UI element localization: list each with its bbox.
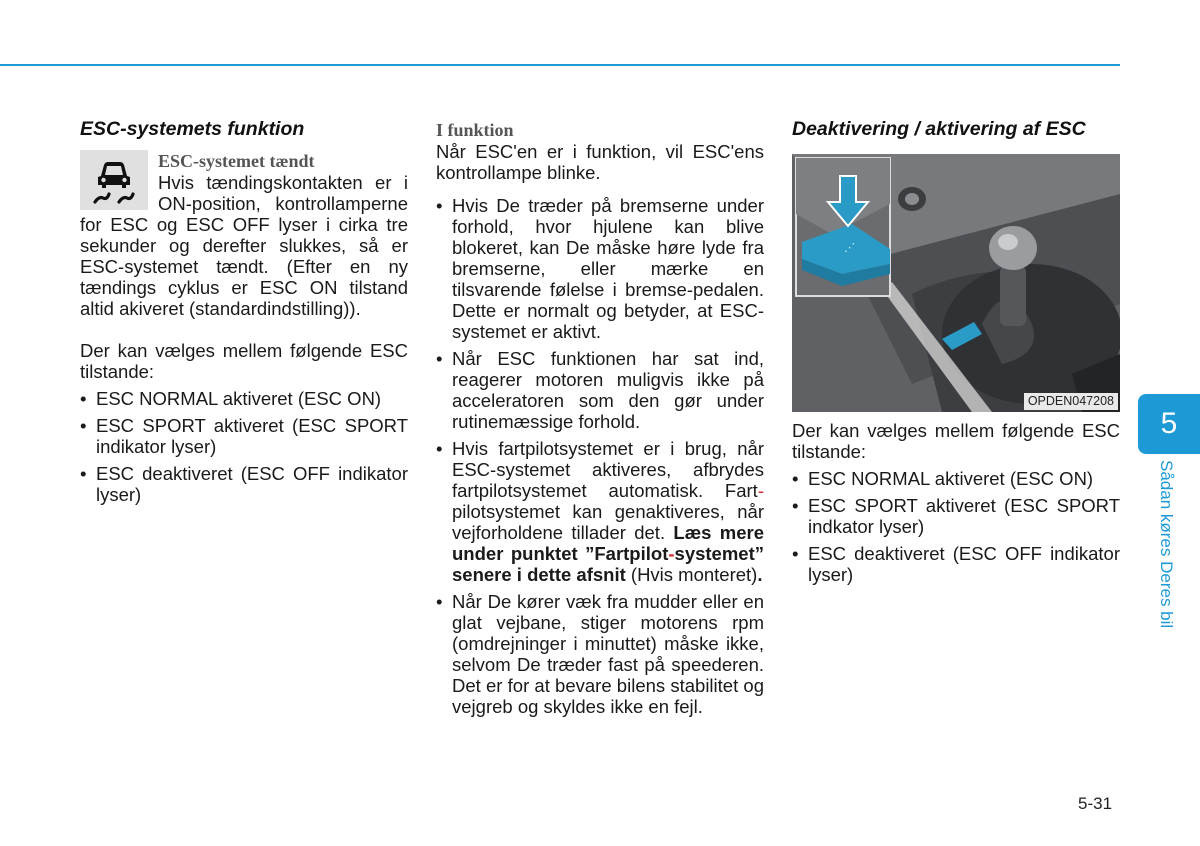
paragraph-modes-intro: Der kan vælges mellem følgende ESC tilstande: bbox=[80, 340, 408, 382]
list-item: • Når ESC funktionen har sat ind, reagerer motoren muligvis ikke på acceleratoren som den gør under rutinemæssige forhold. bbox=[436, 348, 764, 432]
paragraph-in-operation: Når ESC'en er i funktion, vil ESC'ens kontrollampe blinke. bbox=[436, 141, 764, 183]
list-item: • ESC SPORT aktiveret (ESC SPORT indikator lyser) bbox=[80, 415, 408, 457]
section-heading-deactivation: Deaktivering / aktivering af ESC bbox=[792, 118, 1086, 140]
column-esc-function bbox=[80, 116, 408, 511]
paragraph-modes-intro: Der kan vælges mellem følgende ESC tilstande: bbox=[792, 420, 1120, 462]
list-item: • ESC NORMAL aktiveret (ESC ON) bbox=[80, 388, 408, 409]
subheading-esc-on: ESC-systemet tændt bbox=[158, 151, 315, 171]
list-item: • Når De kører væk fra mudder eller en glat vejbane, stiger motorens rpm (omdrejninger i minuttet) måske ikke, selvom De træder fast på speederen. Det er for at bevare bilens stabilitet og vejgreb og skyldes ikke en fejl. bbox=[436, 591, 764, 717]
svg-text:⋰: ⋰ bbox=[844, 241, 855, 254]
esc-modes-list bbox=[792, 468, 1120, 585]
list-item: • ESC deaktiveret (ESC OFF indikator lyser) bbox=[792, 543, 1120, 585]
paragraph-esc-on: Hvis tændingskontakten er i ON-position, kontrollamperne for ESC og ESC OFF lyser i cirka tre sekunder og derefter slukkes, så er ESC-systemet tændt. (Efter en ny tændings cyklus er ESC ON tilstand altid akiveret (standardindstilling)). bbox=[80, 172, 408, 319]
list-item: • ESC SPORT aktiveret (ESC SPORT indkator lyser) bbox=[792, 495, 1120, 537]
esc-skid-car-icon bbox=[80, 150, 148, 210]
page-number: 5-31 bbox=[1078, 794, 1113, 813]
esc-modes-list bbox=[80, 388, 408, 505]
list-item: • ESC NORMAL aktiveret (ESC ON) bbox=[792, 468, 1120, 489]
list-item: • ESC deaktiveret (ESC OFF indikator lyser) bbox=[80, 463, 408, 505]
list-item: • Hvis fartpilotsystemet er i brug, når ESC-systemet aktiveres, afbrydes fartpilotsystemet automatisk. Fart-pilotsystemet kan genaktiveres, når vejforholdene tillader det. Læs mere under punktet ”Fartpilot-systemet” senere i dette afsnit (Hvis monteret). bbox=[436, 438, 764, 585]
column-in-operation bbox=[436, 116, 764, 723]
section-heading-in-operation: I funktion bbox=[436, 120, 514, 140]
section-heading-esc-function: ESC-systemets funktion bbox=[80, 118, 305, 140]
chapter-title: Sådan køres Deres bil bbox=[1157, 460, 1176, 629]
chapter-number-tab: 5 bbox=[1138, 394, 1200, 454]
header-rule bbox=[0, 64, 1120, 66]
esc-button-photo bbox=[792, 154, 1120, 412]
column-deactivation bbox=[792, 116, 1120, 591]
list-item: • Hvis De træder på bremserne under forhold, hvor hjulene kan blive blokeret, kan De måske høre lyde fra bremserne, eller mærke en tilsvarende følelse i bremse-pedalen. Dette er normalt og betyder, at ESC-systemet er aktivt. bbox=[436, 195, 764, 342]
photo-code-label: OPDEN047208 bbox=[1024, 393, 1118, 410]
operation-notes-list bbox=[436, 195, 764, 717]
